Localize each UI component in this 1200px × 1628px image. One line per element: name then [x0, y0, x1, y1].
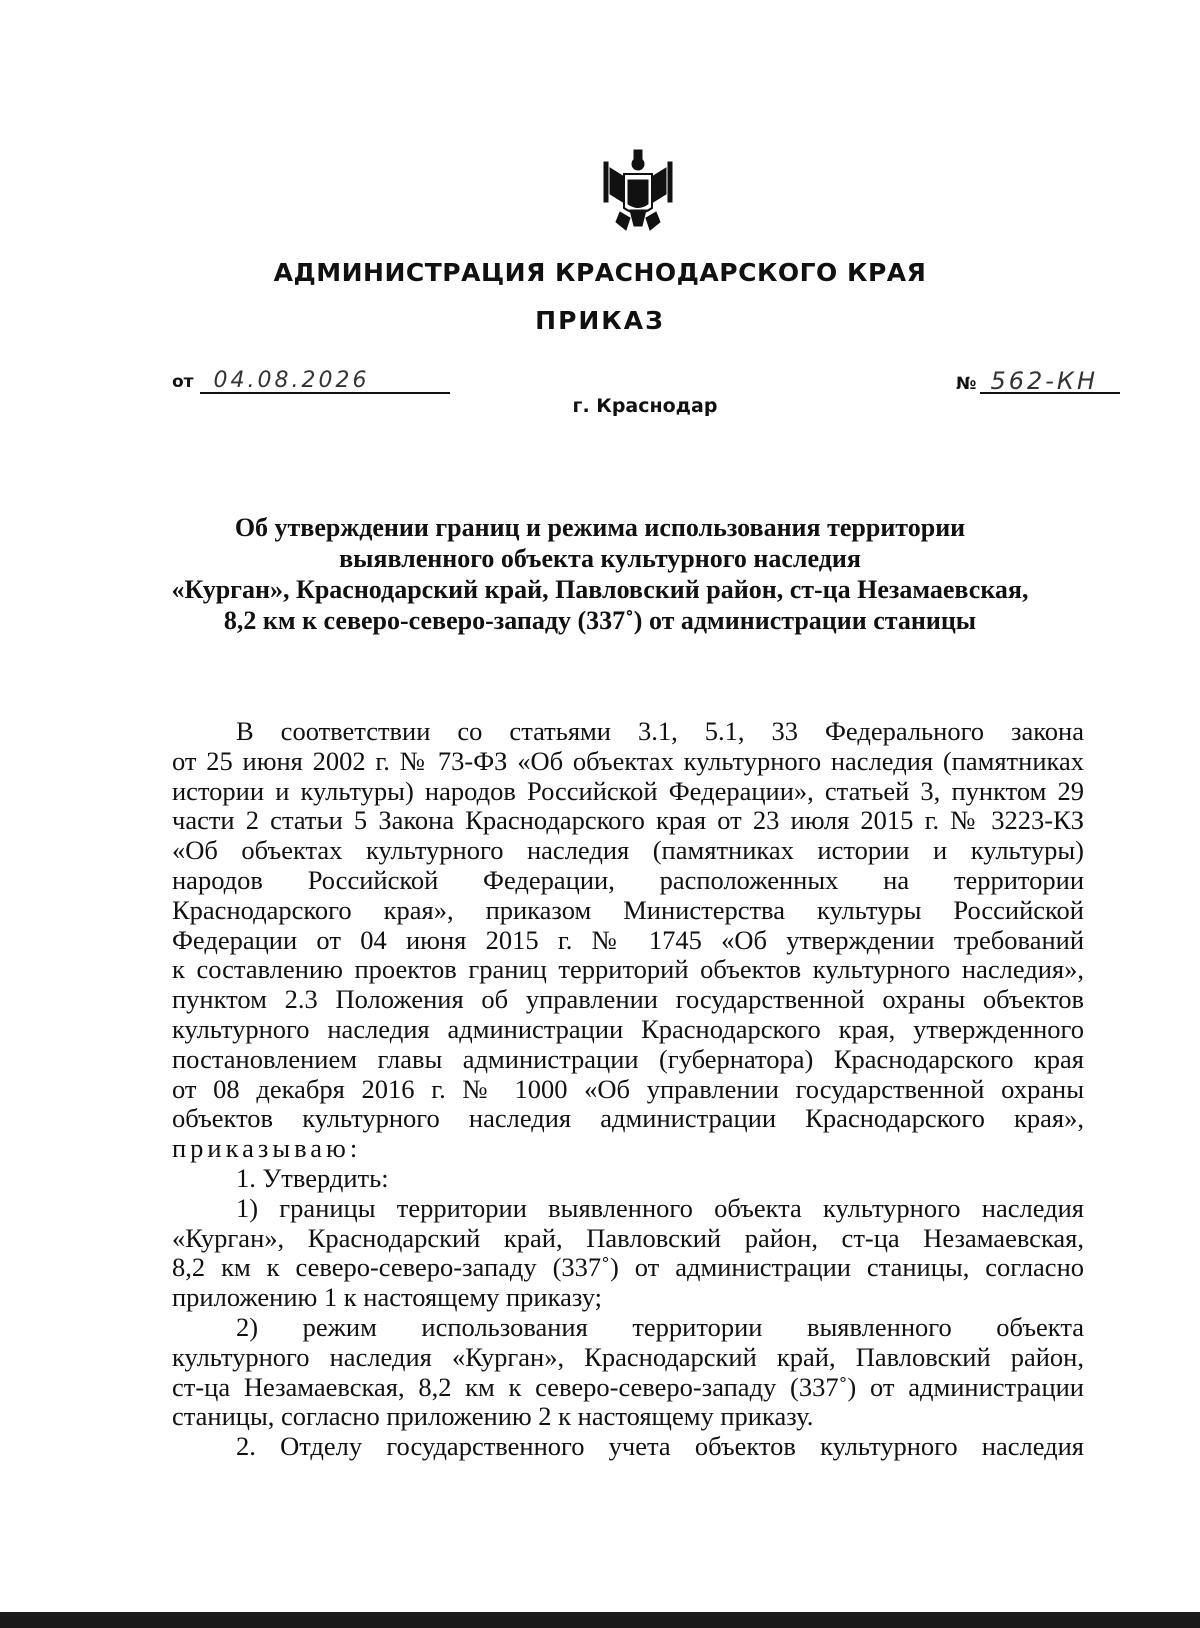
body-line: В соответствии со статьями 3.1, 5.1, 33 Федерального закона — [236, 716, 1084, 746]
scan-bottom-edge — [0, 1612, 1200, 1628]
subject-line: «Курган», Краснодарский край, Павловский район, ст-ца Незамаевская, — [171, 575, 1029, 604]
date-prefix: от — [172, 372, 194, 392]
body-line: станицы, согласно приложению 2 к настоящему приказу. — [172, 1401, 814, 1432]
document-type-title: ПРИКАЗ — [535, 306, 665, 335]
body-line: народов Российской Федерации, расположенных на территории — [172, 864, 1084, 895]
date-field — [172, 370, 450, 394]
document-body — [172, 717, 1084, 1462]
body-line: 1. Утвердить: — [236, 1162, 389, 1193]
body-line: Краснодарского края», приказом Министерства культуры Российской — [172, 894, 1084, 925]
body-line: приказываю: — [172, 1133, 362, 1164]
body-line: 1) границы территории выявленного объекта культурного наследия — [236, 1192, 1084, 1223]
body-line: культурного наследия «Курган», Краснодарский край, Павловский район, — [172, 1341, 1084, 1372]
body-line: культурного наследия администрации Краснодарского края, утвержденного — [172, 1013, 1084, 1044]
body-line: истории и культуры) народов Российской Федерации», статьей 3, пунктом 29 — [172, 775, 1084, 806]
body-line: 8,2 км к северо-северо-западу (337˚) от администрации станицы, согласно — [172, 1252, 1084, 1283]
body-line: объектов культурного наследия администрации Краснодарского края», — [172, 1103, 1084, 1134]
body-line: «Курган», Краснодарский край, Павловский район, ст-ца Незамаевская, — [172, 1222, 1084, 1253]
body-line: приложению 1 к настоящему приказу; — [172, 1282, 603, 1313]
coat-of-arms-emblem — [600, 148, 676, 234]
number-prefix: № — [956, 374, 977, 394]
body-line: «Об объектах культурного наследия (памятниках истории и культуры) — [172, 835, 1084, 866]
body-line: Федерации от 04 июня 2015 г. № 1745 «Об утверждении требований — [172, 924, 1084, 955]
date-value: 04.08.2026 — [200, 370, 450, 394]
body-line: части 2 статьи 5 Закона Краснодарского края от 23 июля 2015 г. № 3223-КЗ — [172, 805, 1084, 836]
subject-line: выявленного объекта культурного наследия — [339, 544, 861, 573]
body-line: от 08 декабря 2016 г. № 1000 «Об управлении государственной охраны — [172, 1073, 1084, 1104]
subject-line: Об утверждении границ и режима использования территории — [234, 513, 966, 542]
body-line: к составлению проектов границ территорий объектов культурного наследия», — [172, 954, 1084, 985]
document-subject — [150, 512, 1050, 636]
body-line: постановлением главы администрации (губернатора) Краснодарского края — [172, 1043, 1084, 1074]
number-value: 562-КН — [980, 370, 1120, 394]
organization-title: АДМИНИСТРАЦИЯ КРАСНОДАРСКОГО КРАЯ — [273, 258, 927, 287]
number-field — [956, 367, 1120, 395]
body-line: 2) режим использования территории выявленного объекта — [236, 1311, 1084, 1342]
city-label: г. Краснодар — [572, 395, 718, 417]
body-line: ст-ца Незамаевская, 8,2 км к северо-северо-западу (337˚) от администрации — [172, 1371, 1084, 1402]
body-line: пунктом 2.3 Положения об управлении государственной охраны объектов — [172, 984, 1084, 1015]
body-line: 2. Отделу государственного учета объектов культурного наследия — [236, 1431, 1084, 1462]
subject-line: 8,2 км к северо-северо-западу (337˚) от администрации станицы — [223, 606, 977, 635]
body-line: от 25 июня 2002 г. № 73-ФЗ «Об объектах культурного наследия (памятниках — [172, 745, 1084, 776]
